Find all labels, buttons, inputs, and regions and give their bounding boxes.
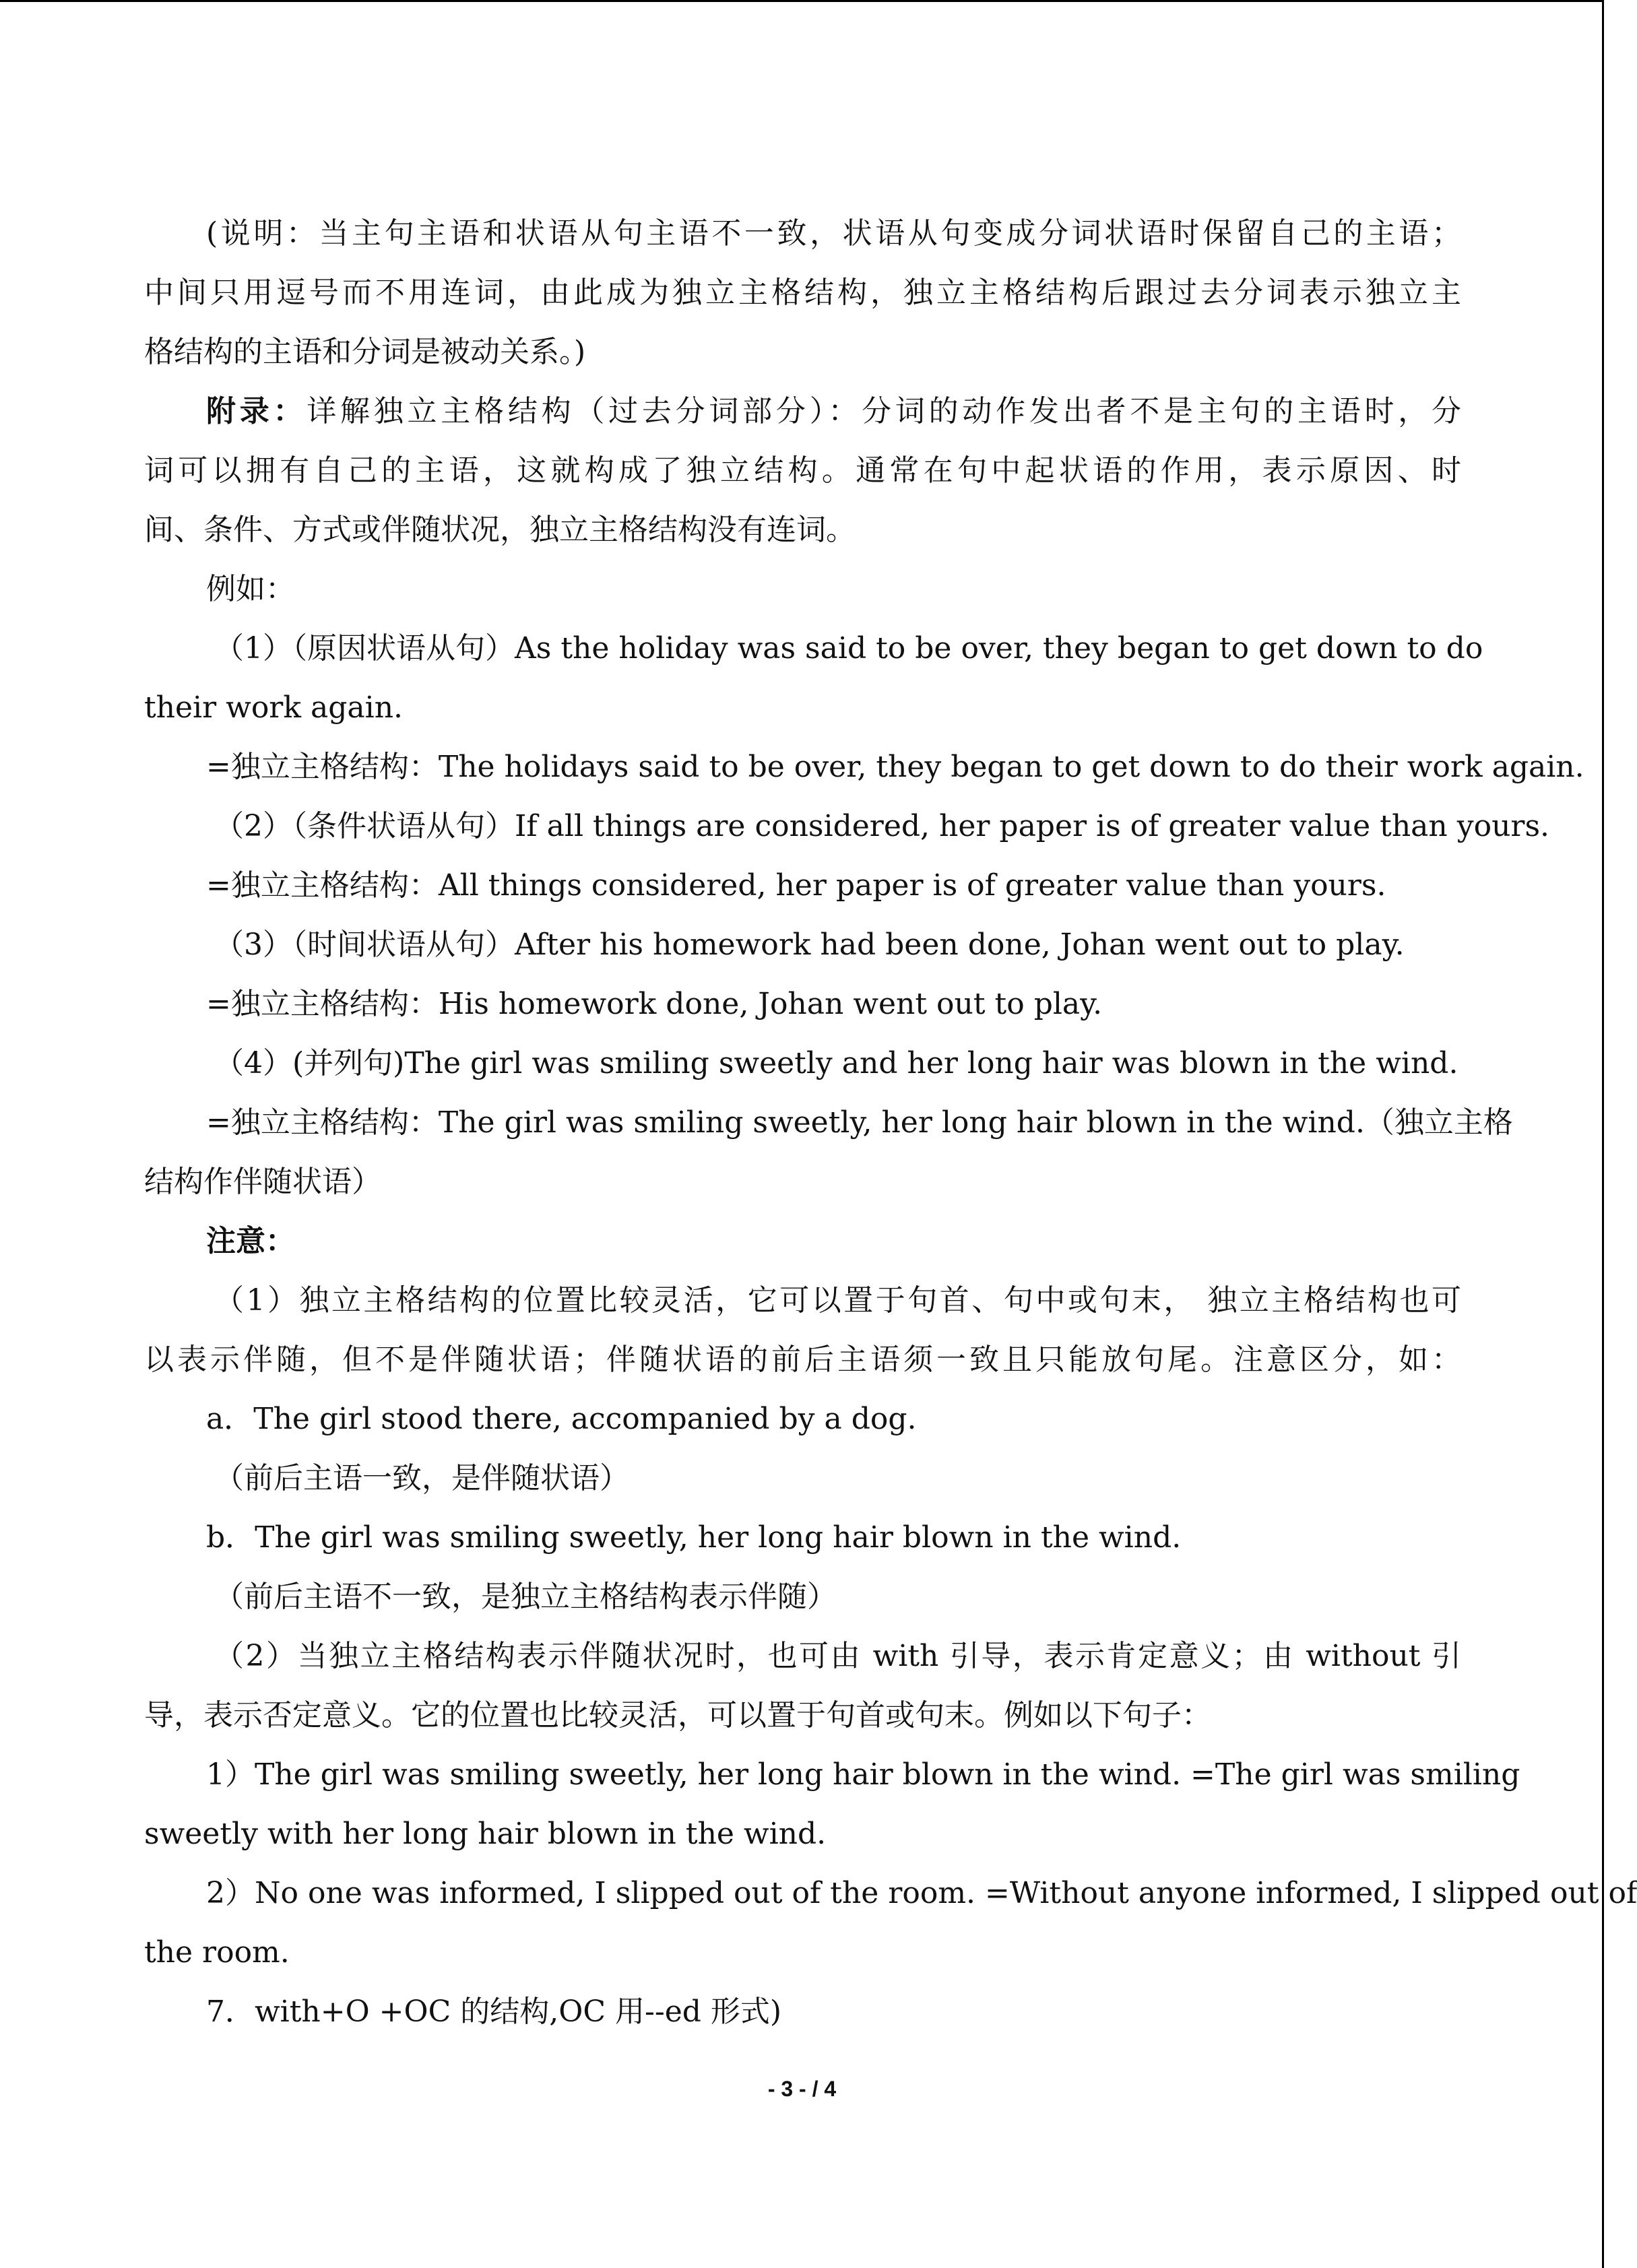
text-line: =独立主格结构：The girl was smiling sweetly, her long hair blown in the wind.（独立主格 (206, 1105, 1513, 1140)
text-line: （4）(并列句)The girl was smiling sweetly and her long hair was blown in the wind. (214, 1046, 1458, 1080)
text-line: 例如： (206, 572, 295, 606)
appendix-text: 详解独立主格结构（过去分词部分）：分词的动作发出者不是主句的主语时，分 (307, 394, 1462, 428)
text-line: （前后主语一致，是伴随状语） (214, 1461, 629, 1495)
text-line: 词可以拥有自己的主语，这就构成了独立结构。通常在句中起状语的作用，表示原因、时 (144, 453, 1461, 488)
text-line: a．The girl stood there, accompanied by a dog. (206, 1402, 917, 1436)
text-line: （前后主语不一致，是独立主格结构表示伴随） (214, 1580, 837, 1614)
text-line: b．The girl was smiling sweetly, her long hair blown in the wind. (206, 1520, 1182, 1555)
text-line: 结构作伴随状语） (144, 1165, 381, 1199)
appendix-label: 附录： (206, 394, 307, 428)
text-line: their work again. (144, 690, 404, 725)
text-line: sweetly with her long hair blown in the wind. (144, 1817, 827, 1851)
text-line: 以表示伴随，但不是伴随状语；伴随状语的前后主语须一致且只能放句尾。注意区分，如： (144, 1342, 1461, 1377)
text-line: 中间只用逗号而不用连词，由此成为独立主格结构，独立主格结构后跟过去分词表示独立主 (144, 276, 1461, 310)
text-line: 导，表示否定意义。它的位置也比较灵活，可以置于句首或句末。例如以下句子： (144, 1698, 1211, 1732)
text-line: （3）（时间状语从句）After his homework had been done, Johan went out to play. (214, 928, 1405, 962)
page-content (144, 204, 1637, 2042)
text-line: 1）The girl was smiling sweetly, her long hair blown in the wind. =The girl was smiling (206, 1757, 1520, 1792)
text-line: （1）独立主格结构的位置比较灵活，它可以置于句首、句中或句末， 独立主格结构也可 (214, 1283, 1461, 1318)
text-line: the room. (144, 1935, 290, 1970)
text-line: =独立主格结构：The holidays said to be over, they began to get down to do their work again. (206, 750, 1584, 784)
text-line: =独立主格结构：His homework done, Johan went out to play. (206, 987, 1103, 1021)
note-heading: 注意： (206, 1224, 295, 1258)
text-line: =独立主格结构：All things considered, her paper is of greater value than yours. (206, 868, 1386, 903)
text-line: (说明：当主句主语和状语从句主语不一致，状语从句变成分词状语时保留自己的主语； (206, 216, 1461, 251)
text-line: （2）（条件状语从句）If all things are considered, her paper is of greater value than yours. (214, 809, 1550, 843)
text-line: 2）No one was informed, I slipped out of the room. =Without anyone informed, I slipped out of (206, 1876, 1637, 1910)
page-number: - 3 - / 4 (767, 2077, 837, 2101)
text-line: 7．with+O +OC 的结构,OC 用--ed 形式) (206, 1995, 782, 2029)
text-line: 间、条件、方式或伴随状况，独立主格结构没有连词。 (144, 513, 856, 547)
text-line (144, 382, 1461, 441)
text-line: （1）（原因状语从句）As the holiday was said to be over, they began to get down to do (214, 631, 1483, 666)
text-line: （2）当独立主格结构表示伴随状况时，也可由 with 引导，表示肯定意义；由 without 引 (214, 1639, 1461, 1673)
text-line: 格结构的主语和分词是被动关系。) (144, 335, 586, 369)
